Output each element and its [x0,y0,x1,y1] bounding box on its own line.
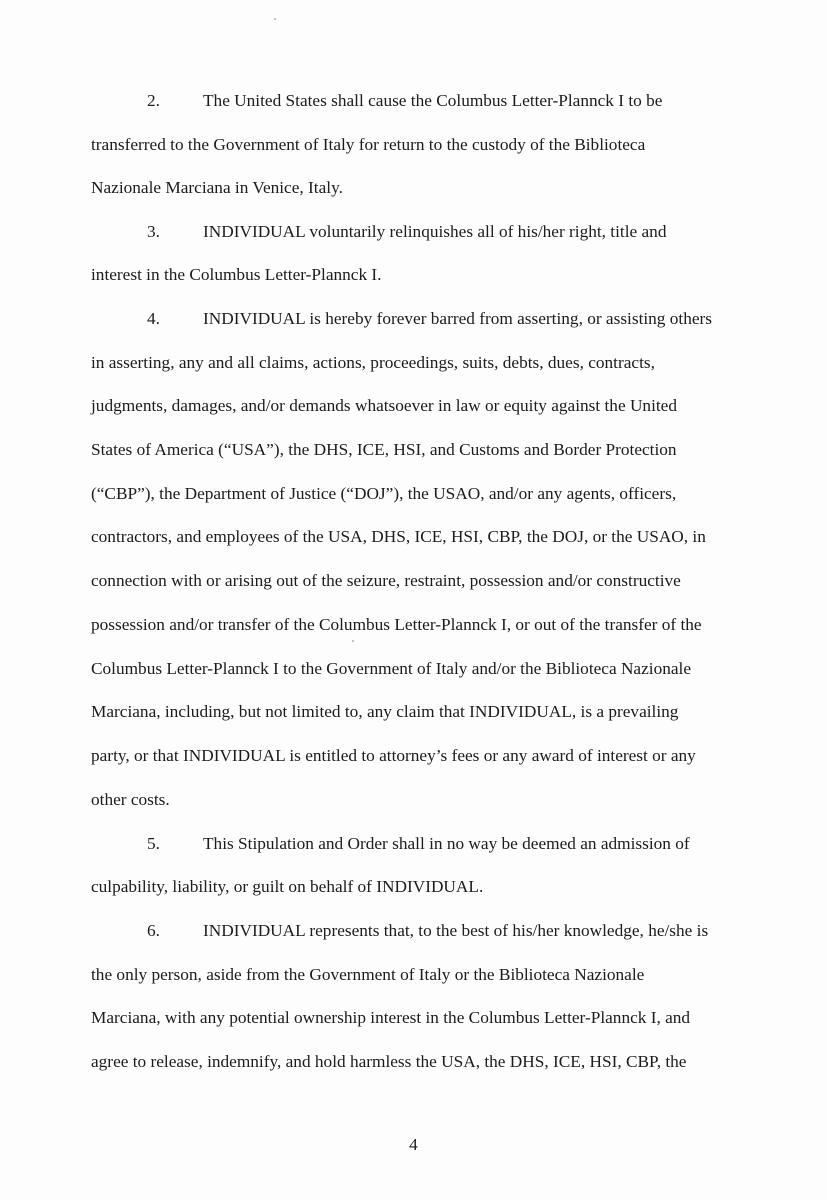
line-text: This Stipulation and Order shall in no way be deemed an admission of [203,834,690,853]
paragraph-4-line-9: Columbus Letter-Plannck I to the Government of Italy and/or the Biblioteca Nazionale [91,659,692,678]
paragraph-5-line-1 [91,833,690,855]
paragraph-4-line-8: possession and/or transfer of the Columbus Letter-Plannck I, or out of the transfer of the [91,615,702,634]
paragraph-4-line-4: States of America (“USA”), the DHS, ICE, HSI, and Customs and Border Protection [91,440,677,459]
paragraph-4-line-3: judgments, damages, and/or demands whatsoever in law or equity against the United [91,396,677,415]
line-text: INDIVIDUAL represents that, to the best of his/her knowledge, he/she is [203,921,709,940]
paragraph-4-line-12: other costs. [91,790,170,809]
paragraph-5-line-2: culpability, liability, or guilt on behalf of INDIVIDUAL. [91,877,484,896]
paragraph-number: 2. [147,91,160,110]
scan-speck [274,18,276,20]
paragraph-6-line-4: agree to release, indemnify, and hold harmless the USA, the DHS, ICE, HSI, CBP, the [91,1052,687,1071]
paragraph-4-line-2: in asserting, any and all claims, actions, proceedings, suits, debts, dues, contracts, [91,353,655,372]
paragraph-6-line-1 [91,920,708,942]
paragraph-number: 6. [147,921,160,940]
paragraph-4-line-5: (“CBP”), the Department of Justice (“DOJ”), the USAO, and/or any agents, officers, [91,484,677,503]
paragraph-3-line-1 [91,221,666,243]
paragraph-4-line-10: Marciana, including, but not limited to, any claim that INDIVIDUAL, is a prevailing [91,702,679,721]
scan-speck [352,640,354,642]
page-number: 4 [409,1135,418,1154]
paragraph-4-line-1 [91,308,712,330]
paragraph-4-line-6: contractors, and employees of the USA, DHS, ICE, HSI, CBP, the DOJ, or the USAO, in [91,527,706,546]
line-text: INDIVIDUAL is hereby forever barred from asserting, or assisting others [203,309,713,328]
paragraph-4-line-7: connection with or arising out of the seizure, restraint, possession and/or constructive [91,571,681,590]
paragraph-number: 5. [147,834,160,853]
paragraph-2-line-2: transferred to the Government of Italy for return to the custody of the Biblioteca [91,135,646,154]
line-text: The United States shall cause the Columbus Letter-Plannck I to be [203,91,663,110]
paragraph-2-line-3: Nazionale Marciana in Venice, Italy. [91,178,343,197]
paragraph-2-line-1 [91,90,662,112]
paragraph-number: 4. [147,309,160,328]
paragraph-6-line-2: the only person, aside from the Government of Italy or the Biblioteca Nazionale [91,965,645,984]
paragraph-3-line-2: interest in the Columbus Letter-Plannck I. [91,265,382,284]
line-text: INDIVIDUAL voluntarily relinquishes all of his/her right, title and [203,222,667,241]
paragraph-6-line-3: Marciana, with any potential ownership interest in the Columbus Letter-Plannck I, and [91,1008,691,1027]
paragraph-4-line-11: party, or that INDIVIDUAL is entitled to attorney’s fees or any award of interest or any [91,746,696,765]
paragraph-number: 3. [147,222,160,241]
